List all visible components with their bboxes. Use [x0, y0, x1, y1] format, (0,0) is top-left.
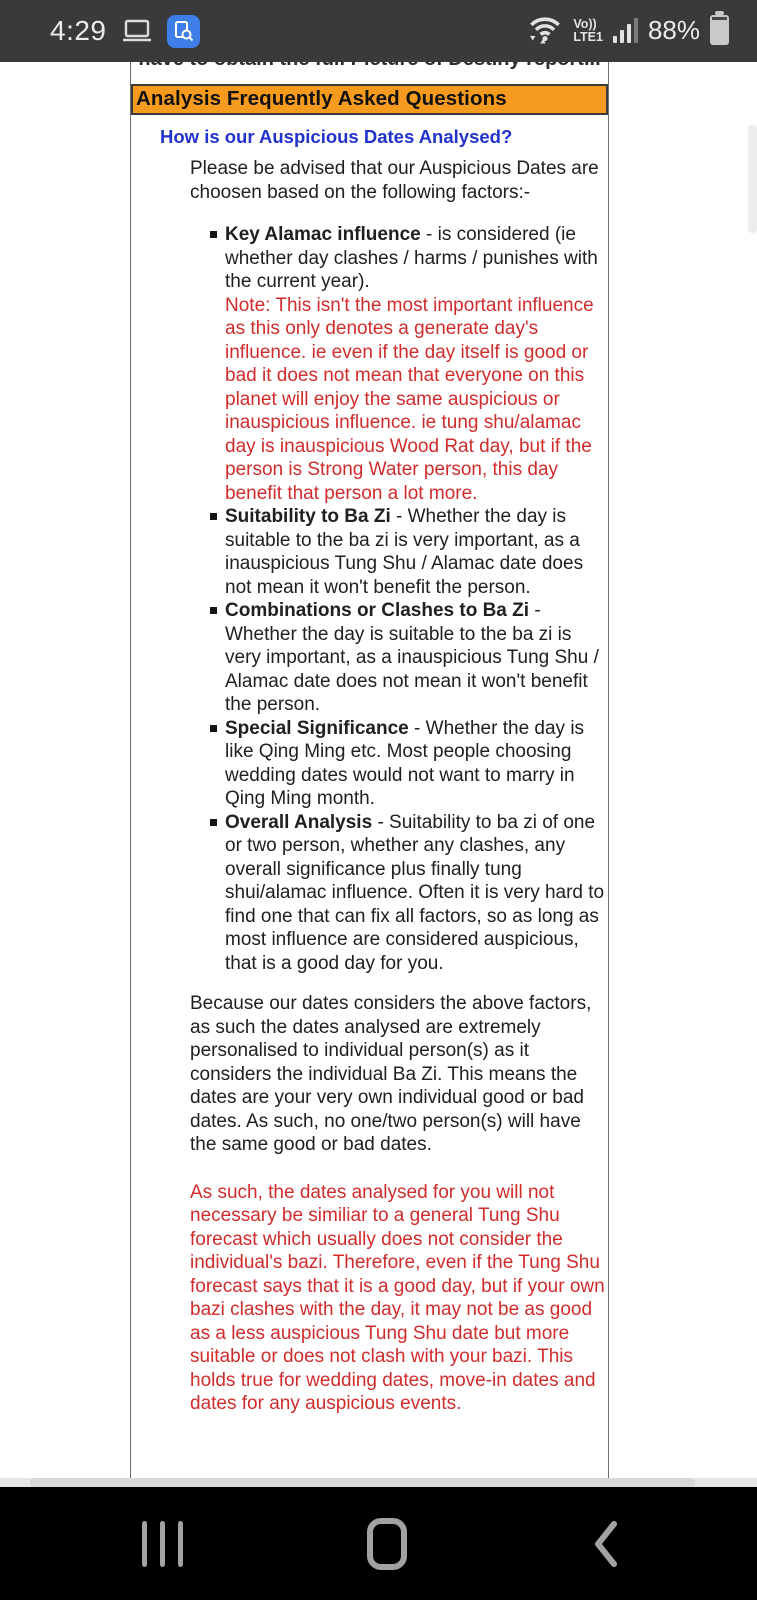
factor-text: - Whether the day is suitable to the ba zi is very important, as a inauspicious Tung Shu / Alamac date does not mean it won't benefit the person. [225, 600, 599, 715]
faq-section-header: Analysis Frequently Asked Questions [131, 84, 608, 115]
factor-text: - Suitability to ba zi of one or two person, whether any clashes, any overall significance plus finally tung shui/alamac influence. Often it is very hard to find one that can fix all factors, so as long as most influence are considered auspicious, that is a good day for you. [225, 811, 605, 974]
recents-icon [142, 1521, 183, 1567]
battery-percentage: 88% [647, 15, 700, 45]
factor-title: Key Alamac influence [225, 224, 421, 245]
clock: 4:29 [50, 15, 107, 46]
back-button[interactable] [591, 1518, 619, 1570]
wifi-icon [527, 14, 563, 44]
battery-icon [710, 15, 729, 45]
intro-paragraph: Please be advised that our Auspicious Dates are choosen based on the following factors:- [190, 158, 599, 203]
volte-label-top: Vo)) [573, 17, 597, 31]
list-item [225, 717, 606, 811]
faq-question-heading[interactable]: How is our Auspicious Dates Analysed? [160, 126, 513, 147]
vertical-scrollbar[interactable] [748, 125, 757, 233]
status-bar [0, 0, 757, 62]
factor-note: Note: This isn't the most important influence as this only denotes a generate day's influence. ie even if the day itself is good or bad it does not mean that everyone on this planet will enjoy the same auspicious or inauspicious influence. ie tung shu/alamac day is inauspicious Wood Rat day, but if the person is Strong Water person, this day benefit that person a lot more. [225, 294, 594, 504]
factor-title: Suitability to Ba Zi [225, 506, 391, 527]
list-item [225, 599, 606, 717]
faq-answer-body [190, 157, 606, 1416]
screen-search-notification-icon [167, 15, 200, 48]
android-navigation-bar [0, 1487, 757, 1600]
home-button[interactable] [367, 1518, 407, 1570]
signal-strength-icon [613, 18, 638, 43]
factor-text: - Whether the day is suitable to the ba zi is very important, as a inauspicious Tung Shu / Alamac date does not mean it won't benefit the person. [225, 506, 584, 598]
home-icon [367, 1518, 407, 1570]
factor-title: Special Significance [225, 717, 409, 739]
factors-list [190, 223, 606, 975]
factor-text: - is considered (ie whether day clashes / harms / punishes with the current year). [225, 224, 598, 292]
list-item [225, 811, 606, 976]
back-icon [591, 1518, 619, 1570]
because-paragraph: Because our dates considers the above factors, as such the dates analysed are extremely personalised to individual person(s) as it considers the individual Ba Zi. This means the dates are your very own individual good or bad dates. As such, no one/two person(s) will have the same good or bad dates. [190, 993, 592, 1155]
list-item [225, 223, 606, 505]
list-item [225, 505, 606, 599]
volte-label-bottom: LTE1 [573, 30, 603, 44]
recents-button[interactable] [142, 1521, 183, 1567]
connected-device-icon [122, 19, 152, 43]
factor-title: Combinations or Clashes to Ba Zi [225, 600, 530, 621]
factor-text: - Whether the day is like Qing Ming etc. Most people choosing wedding dates would not want to marry in Qing Ming month. [225, 717, 585, 809]
disclaimer-paragraph: As such, the dates analysed for you will not necessary be similiar to a general Tung Shu forecast which usually does not consider the individual's bazi. Therefore, even if the Tung Shu forecast says that it is a good day, but if your own bazi clashes with the day, it may not be as good as a less auspicious Tung Shu date but more suitable or does not clash with your bazi. This holds true for wedding dates, move-in dates and dates for any auspicious events. [190, 1181, 605, 1414]
horizontal-scrollbar-thumb[interactable] [30, 1478, 695, 1487]
horizontal-scrollbar[interactable] [0, 1478, 757, 1487]
volte-indicator [573, 18, 603, 44]
factor-title: Overall Analysis [225, 811, 373, 833]
